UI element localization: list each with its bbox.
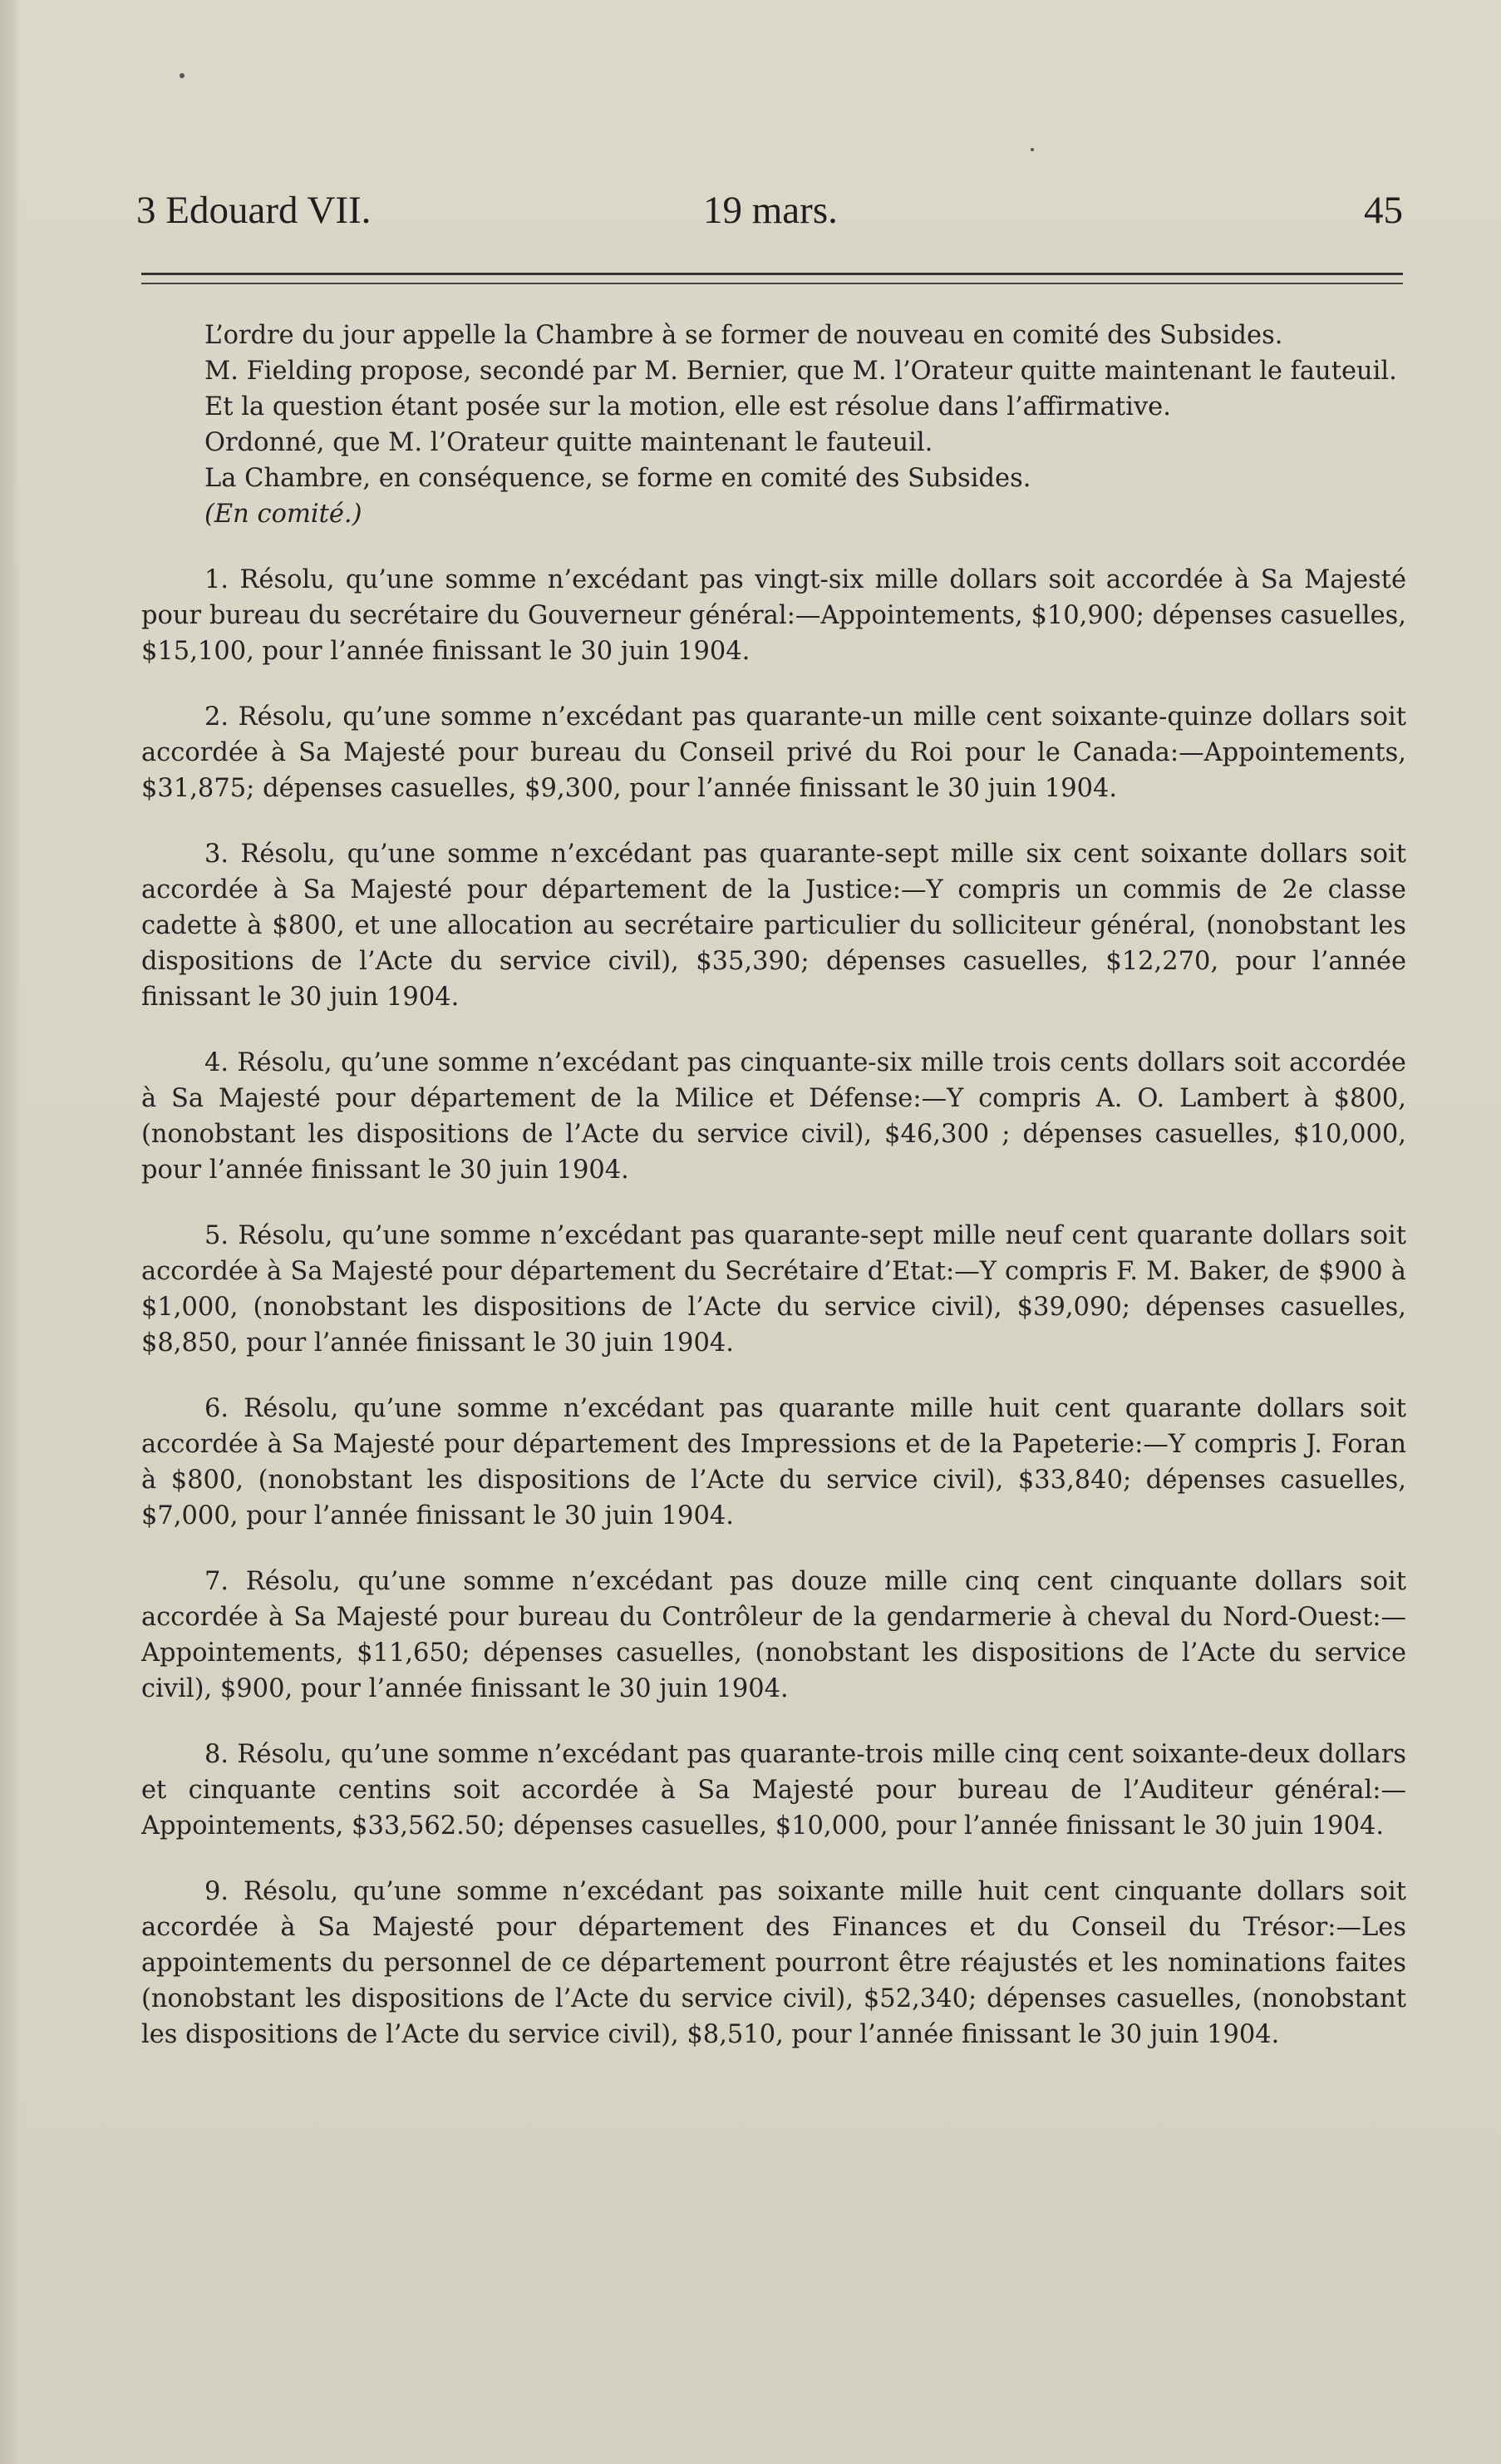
ink-speck	[1031, 148, 1034, 151]
resolution-paragraph	[141, 1737, 1406, 1844]
resolution-text: Résolu, qu’une somme n’excédant pas quarante-trois mille cinq cent soixante-deux dollars et cinquante centins soit accordée à Sa Majesté pour bureau de l’Auditeur général:—Appointements, $33,562.50; dépenses casuelles, $10,000, pour l’année finissant le 30 juin 1904.	[141, 1740, 1406, 1841]
resolution-number: 3.	[204, 840, 229, 869]
resolution-text: Résolu, qu’une somme n’excédant pas vingt-six mille dollars soit accordée à Sa Majesté pour bureau du secrétaire du Gouverneur général:—Appointements, $10,900; dépenses casuelles, $15,100, pour l’année finissant le 30 juin 1904.	[141, 565, 1406, 666]
resolution-paragraph	[141, 1218, 1406, 1361]
resolution-paragraph	[141, 1874, 1406, 2053]
resolution-text: Résolu, qu’une somme n’excédant pas douze mille cinq cent cinquante dollars soit accordée à Sa Majesté pour bureau du Contrôleur de la gendarmerie à cheval du Nord-Ouest:—Appointements, $11,650; dépenses casuelles, (nonobstant les dispositions de l’Acte du service civil), $900, pour l’année finissant le 30 juin 1904.	[141, 1567, 1406, 1703]
header-rule-bottom	[141, 283, 1403, 284]
resolution-number: 4.	[204, 1048, 229, 1077]
intro-paragraph: Et la question étant posée sur la motion, elle est résolue dans l’affirmative.	[204, 392, 1171, 421]
header-date: 19 mars.	[703, 189, 838, 232]
header-rule-top	[141, 273, 1403, 275]
resolution-text: Résolu, qu’une somme n’excédant pas cinquante-six mille trois cents dollars soit accordée à Sa Majesté pour département de la Milice et Défense:—Y compris A. O. Lambert à $800, (nonobstant les dispositions de l’Acte du service civil), $46,300 ; dépenses casuelles, $10,000, pour l’année finissant le 30 juin 1904.	[141, 1048, 1406, 1185]
page-binding-edge	[0, 0, 22, 2464]
resolution-number: 7.	[204, 1567, 229, 1596]
header-page-number: 45	[1364, 189, 1403, 232]
resolution-text: Résolu, qu’une somme n’excédant pas quarante-sept mille neuf cent quarante dollars soit accordée à Sa Majesté pour département du Secrétaire d’Etat:—Y compris F. M. Baker, de $900 à $1,000, (nonobstant les dispositions de l’Acte du service civil), $39,090; dépenses casuelles, $8,850, pour l’année finissant le 30 juin 1904.	[141, 1221, 1406, 1358]
header-regnal-year: 3 Edouard VII.	[136, 189, 372, 232]
resolution-paragraph	[141, 836, 1406, 1015]
resolution-text: Résolu, qu’une somme n’excédant pas quarante-sept mille six cent soixante dollars soit accordée à Sa Majesté pour département de la Justice:—Y compris un commis de 2e classe cadette à $800, et une allocation au secrétaire particulier du solliciteur général, (nonobstant les dispositions de l’Acte du service civil), $35,390; dépenses casuelles, $12,270, pour l’année finissant le 30 juin 1904.	[141, 840, 1406, 1012]
resolution-text: Résolu, qu’une somme n’excédant pas quarante mille huit cent quarante dollars soit accordée à Sa Majesté pour département des Impressions et de la Papeterie:—Y compris J. Foran à $800, (nonobstant les dispositions de l’Acte du service civil), $33,840; dépenses casuelles, $7,000, pour l’année finissant le 30 juin 1904.	[141, 1394, 1406, 1530]
resolution-paragraph	[141, 1045, 1406, 1188]
intro-paragraph: L’ordre du jour appelle la Chambre à se former de nouveau en comité des Subsides.	[204, 321, 1283, 350]
resolution-number: 1.	[204, 565, 229, 594]
resolution-number: 6.	[204, 1394, 229, 1423]
resolution-text: Résolu, qu’une somme n’excédant pas soixante mille huit cent cinquante dollars soit accordée à Sa Majesté pour département des Finances et du Conseil du Trésor:—Les appointements du personnel de ce département pourront être réajustés et les nominations faites (nonobstant les dispositions de l’Acte du service civil), $52,340; dépenses casuelles, (nonobstant les dispositions de l’Acte du service civil), $8,510, pour l’année finissant le 30 juin 1904.	[141, 1877, 1406, 2049]
intro-paragraph: Ordonné, que M. l’Orateur quitte maintenant le fauteuil.	[204, 428, 933, 457]
resolution-number: 5.	[204, 1221, 229, 1250]
resolution-paragraph	[141, 1391, 1406, 1534]
page-body	[141, 318, 1406, 2053]
resolution-paragraph	[141, 1564, 1406, 1707]
resolution-paragraph	[141, 699, 1406, 806]
section-heading: (En comité.)	[204, 500, 362, 529]
intro-paragraph: M. Fielding propose, secondé par M. Bernier, que M. l’Orateur quitte maintenant le fauteuil.	[204, 357, 1397, 386]
resolution-text: Résolu, qu’une somme n’excédant pas quarante-un mille cent soixante-quinze dollars soit accordée à Sa Majesté pour bureau du Conseil privé du Roi pour le Canada:—Appointements, $31,875; dépenses casuelles, $9,300, pour l’année finissant le 30 juin 1904.	[141, 702, 1406, 803]
resolution-number: 8.	[204, 1740, 229, 1769]
resolution-number: 2.	[204, 702, 229, 732]
running-header	[136, 188, 1403, 238]
ink-speck	[180, 73, 185, 78]
resolution-paragraph	[141, 562, 1406, 669]
intro-paragraph: La Chambre, en conséquence, se forme en comité des Subsides.	[204, 464, 1031, 493]
resolution-number: 9.	[204, 1877, 229, 1906]
